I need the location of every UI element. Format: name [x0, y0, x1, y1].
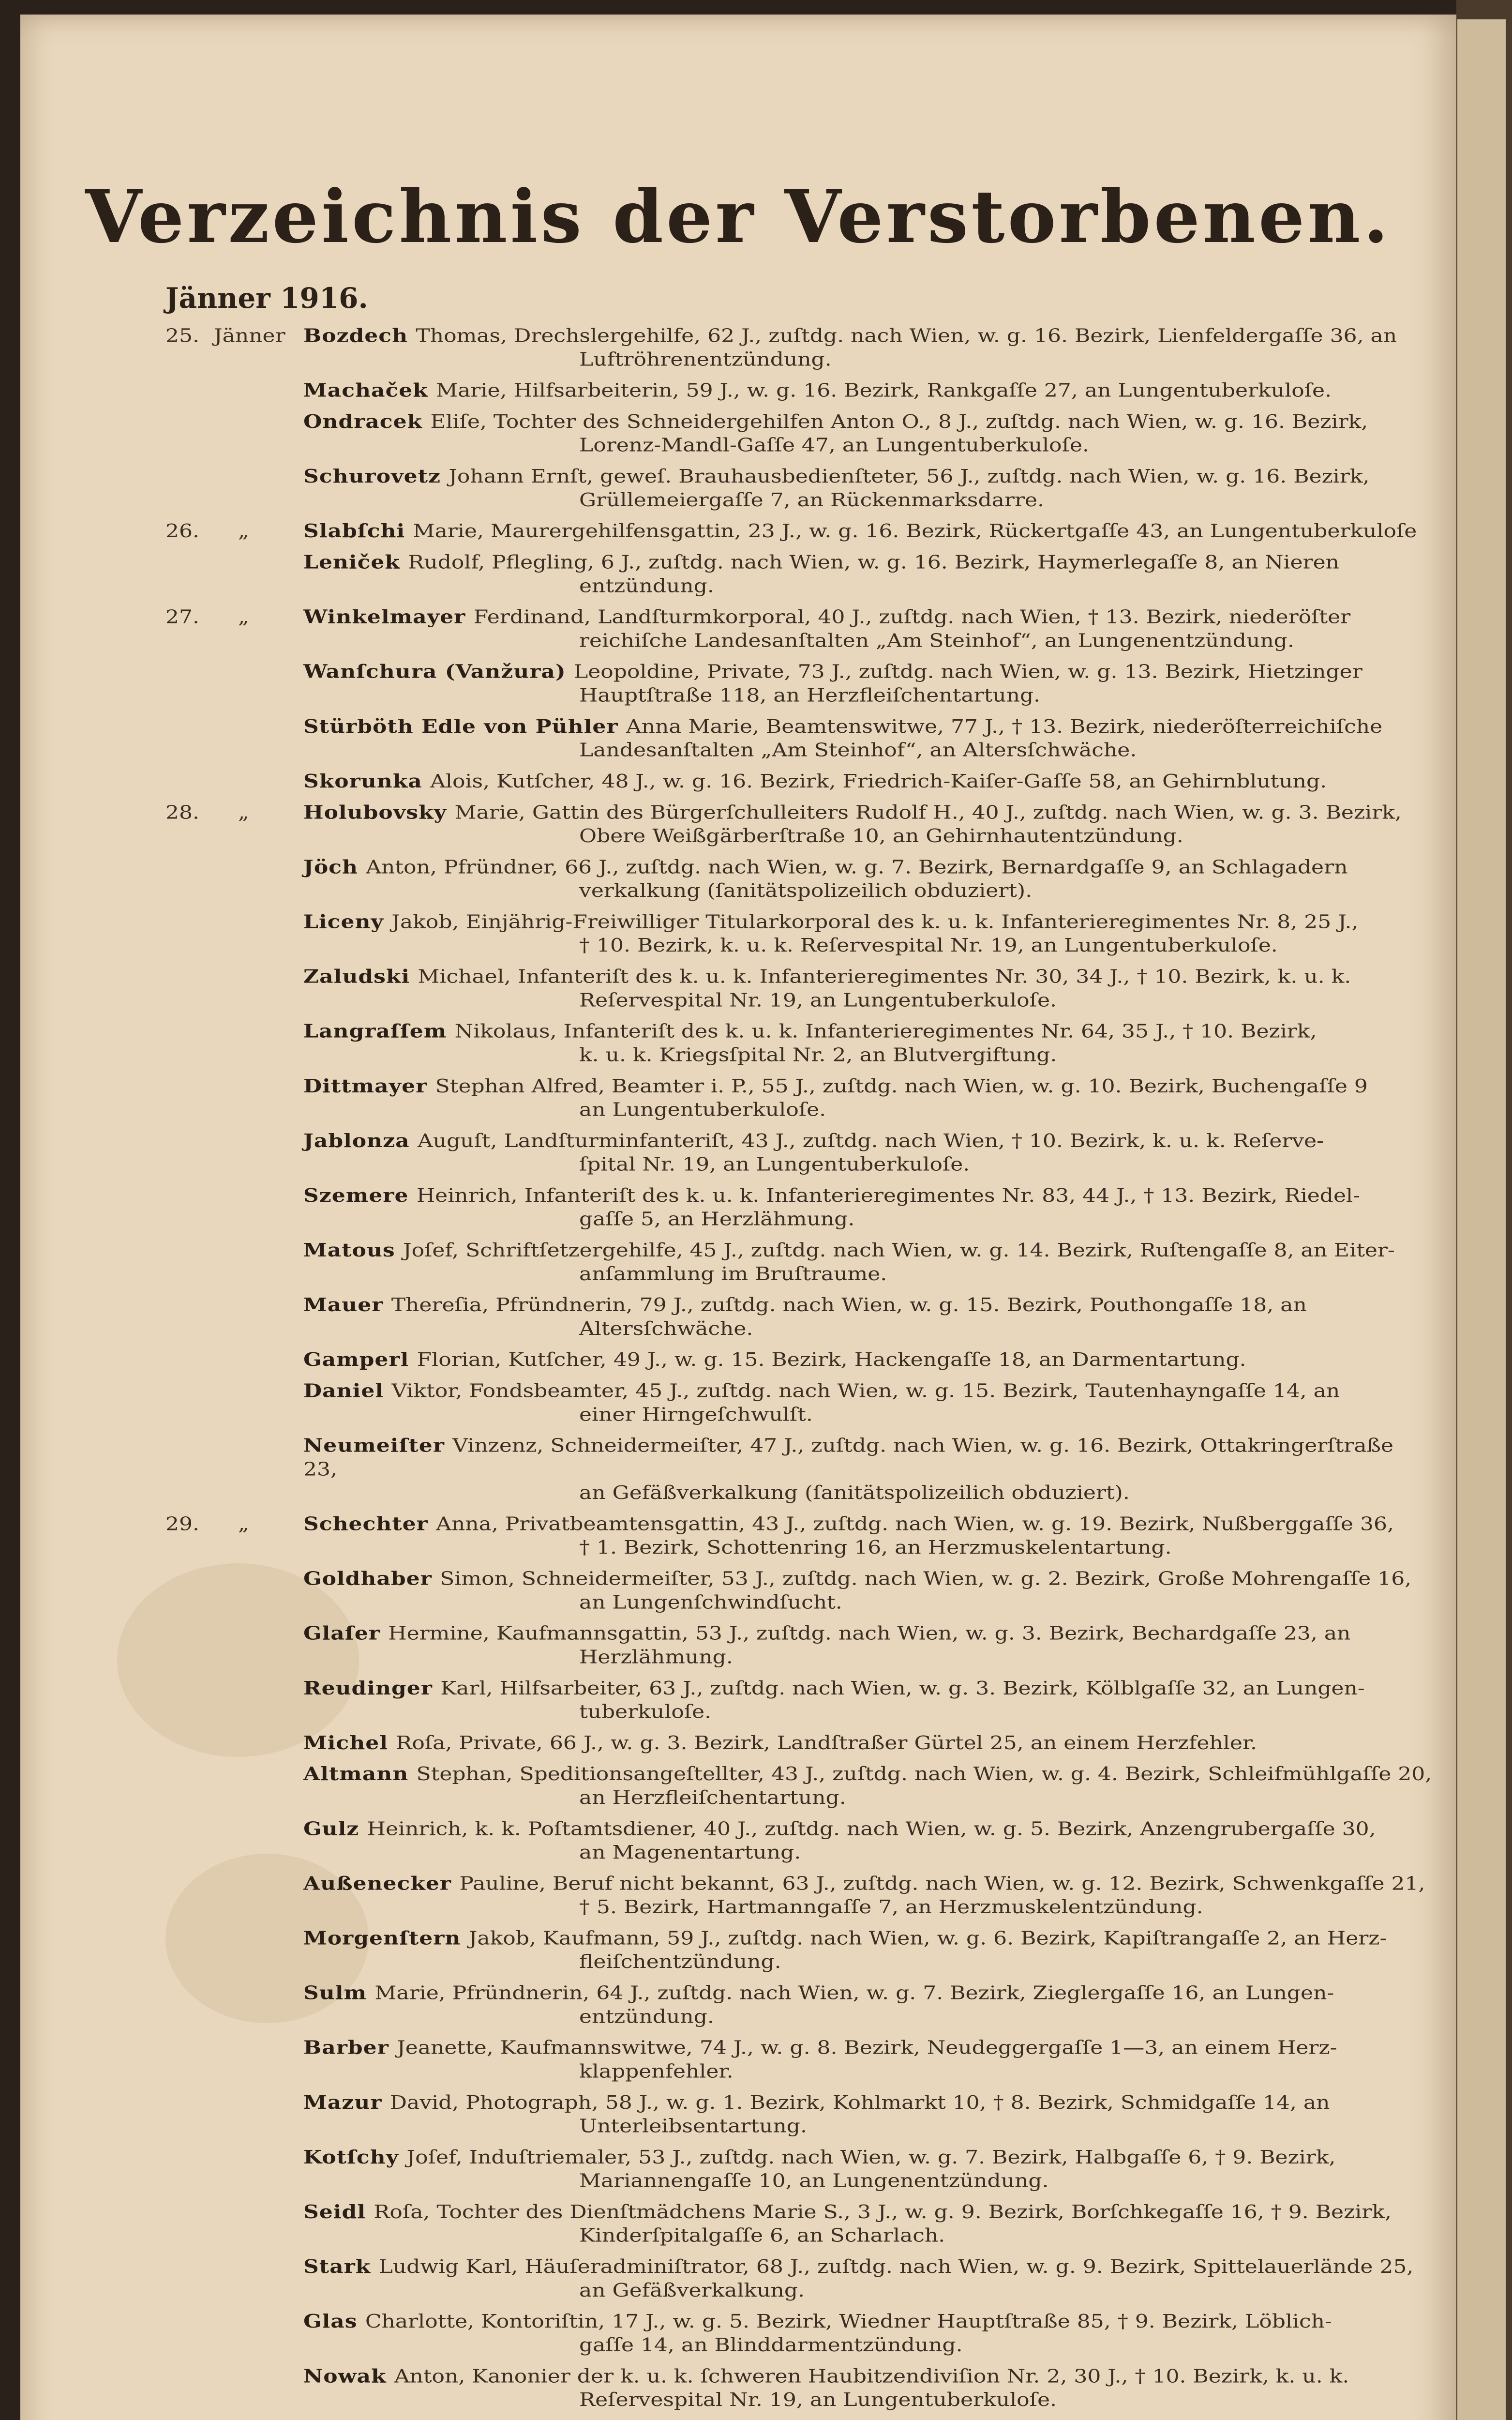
entry-line2: gaſſe 14, an Blinddarmentzündung. [579, 2334, 963, 2356]
death-entry [20, 551, 1456, 598]
death-entry [20, 1512, 1456, 1559]
entry-text [303, 1512, 1432, 1559]
death-entry [20, 856, 1456, 903]
entry-line2: gaſſe 5, an Herzlähmung. [579, 1208, 855, 1230]
entry-surname: Wanſchura (Vanžura) [303, 661, 574, 683]
entry-surname: Mauer [303, 1294, 391, 1316]
entry-text [303, 2036, 1432, 2083]
entry-list [20, 324, 1456, 2420]
entry-text [303, 1872, 1432, 1919]
entry-line1: Jakob, Einjährig-Freiwilliger Titularkorporal des k. u. k. Infanterieregimentes Nr. 8, 25 J., [391, 911, 1359, 933]
entry-line2: † 10. Bezirk, k. u. k. Reſervespital Nr. 19, an Lungentuberkuloſe. [579, 935, 1278, 956]
entry-line1: Stephan Alfred, Beamter i. P., 55 J., zuſtdg. nach Wien, w. g. 10. Bezirk, Buchengaſſe 9 [435, 1075, 1368, 1097]
entry-surname: Neumeiſter [303, 1435, 453, 1457]
entry-text [303, 551, 1432, 598]
entry-day: 26. [165, 520, 199, 542]
entry-text [303, 1129, 1432, 1176]
death-entry [20, 801, 1456, 848]
entry-line2: Luftröhrenentzündung. [579, 348, 832, 370]
entry-line2: an Lungenſchwindſucht. [579, 1591, 842, 1613]
entry-line1: Karl, Hilfsarbeiter, 63 J., zuſtdg. nach Wien, w. g. 3. Bezirk, Kölblgaſſe 32, an Lungen- [440, 1677, 1365, 1699]
entry-line2: tuberkuloſe. [579, 1701, 712, 1723]
entry-line2: entzündung. [579, 2006, 714, 2027]
entry-surname: Schurovetz [303, 466, 449, 487]
entry-surname: Holubovsky [303, 802, 455, 823]
entry-line1: Marie, Hilfsarbeiterin, 59 J., w. g. 16. Bezirk, Rankgaſſe 27, an Lungentuberkuloſe. [436, 379, 1332, 402]
death-entry [20, 2036, 1456, 2083]
entry-line2: reichiſche Landesanſtalten „Am Steinhof“, an Lungenentzündung. [579, 630, 1294, 651]
entry-surname: Winkelmayer [303, 606, 474, 628]
entry-text [303, 1239, 1432, 1286]
entry-line1: Hermine, Kaufmannsgattin, 53 J., zuſtdg. nach Wien, w. g. 3. Bezirk, Bechardgaſſe 23, an [388, 1622, 1351, 1645]
entry-text [303, 1020, 1432, 1067]
death-entry [20, 2200, 1456, 2247]
entry-surname: Morgenſtern [303, 1927, 469, 1950]
entry-surname: Stürböth Edle von Pühler [303, 716, 626, 738]
death-entry [20, 1731, 1456, 1755]
entry-line2: an Magenentartung. [579, 1842, 801, 1863]
death-entry [20, 379, 1456, 403]
death-entry [20, 2310, 1456, 2357]
entry-text [303, 379, 1432, 403]
entry-text [303, 1927, 1432, 1974]
death-entry [20, 1239, 1456, 1286]
entry-surname: Gamperl [303, 1349, 417, 1371]
entry-text [303, 856, 1432, 903]
death-entry [20, 1184, 1456, 1231]
entry-line1: Ludwig Karl, Häuſeradminiſtrator, 68 J., zuſtdg. nach Wien, w. g. 9. Bezirk, Spittelauerlände 25, [378, 2256, 1414, 2278]
entry-line2: † 5. Bezirk, Hartmanngaſſe 7, an Herzmuskelentzündung. [579, 1896, 1203, 1918]
entry-surname: Reudinger [303, 1677, 441, 1699]
entry-line1: Heinrich, k. k. Poſtamtsdiener, 40 J., zuſtdg. nach Wien, w. g. 5. Bezirk, Anzengrubergaſſe 30, [367, 1818, 1376, 1840]
entry-surname: Leniček [303, 551, 408, 574]
entry-line1: Joſef, Schriftſetzergehilfe, 45 J., zuſtdg. nach Wien, w. g. 14. Bezirk, Ruſtengaſſe 8, an Eiter- [403, 1240, 1395, 1261]
entry-line1: Auguſt, Landſturminfanteriſt, 43 J., zuſtdg. nach Wien, † 10. Bezirk, k. u. k. Reſerve- [417, 1130, 1324, 1152]
entry-text [303, 324, 1432, 371]
death-entry [20, 520, 1456, 544]
entry-line2: an Gefäßverkalkung. [579, 2279, 805, 2301]
entry-surname: Außenecker [303, 1873, 460, 1895]
entry-line2: Unterleibsentartung. [579, 2115, 807, 2137]
death-entry [20, 965, 1456, 1012]
entry-surname: Glas [303, 2311, 365, 2332]
death-entry [20, 1981, 1456, 2028]
entry-line2: an Lungentuberkuloſe. [579, 1099, 826, 1121]
death-entry [20, 2091, 1456, 2138]
entry-line1: Thereſia, Pfründnerin, 79 J., zuſtdg. nach Wien, w. g. 15. Bezirk, Pouthongaſſe 18, an [391, 1294, 1307, 1316]
entry-text [303, 770, 1432, 793]
entry-surname: Jöch [303, 856, 366, 878]
entry-text [303, 1379, 1432, 1426]
entry-surname: Glaſer [303, 1622, 389, 1645]
entry-line1: Nikolaus, Infanteriſt des k. u. k. Infanterieregimentes Nr. 64, 35 J., † 10. Bezirk, [454, 1020, 1317, 1043]
entry-text [303, 1348, 1432, 1372]
entry-month: Jänner [214, 325, 285, 347]
entry-text [303, 660, 1432, 707]
entry-month: „ [238, 1513, 249, 1535]
entry-text [303, 2091, 1432, 2138]
death-entry [20, 605, 1456, 652]
entry-surname: Mazur [303, 2092, 390, 2114]
month-header: Jänner 1916. [165, 282, 368, 315]
entry-line1: Charlotte, Kontoriſtin, 17 J., w. g. 5. Bezirk, Wiedner Hauptſtraße 85, † 9. Bezirk, Löblich- [365, 2311, 1332, 2332]
death-entry [20, 1379, 1456, 1426]
death-entry [20, 1434, 1456, 1505]
entry-line1: Johann Ernſt, geweſ. Brauhausbedienſteter, 56 J., zuſtdg. nach Wien, w. g. 16. Bezirk, [449, 466, 1370, 487]
entry-line1: David, Photograph, 58 J., w. g. 1. Bezirk, Kohlmarkt 10, † 8. Bezirk, Schmidgaſſe 14, an [389, 2092, 1330, 2114]
entry-text [303, 1817, 1432, 1864]
entry-line2: Herzlähmung. [579, 1646, 733, 1668]
entry-text [303, 715, 1432, 762]
entry-text [303, 1731, 1432, 1755]
entry-line1: Stephan, Speditionsangeſtellter, 43 J., zuſtdg. nach Wien, w. g. 4. Bezirk, Schleifmühlgaſſe 20, [416, 1763, 1432, 1785]
entry-line1: Anna Marie, Beamtenswitwe, 77 J., † 13. Bezirk, niederöſterreichiſche [626, 716, 1383, 738]
entry-text [303, 1763, 1432, 1810]
death-entry [20, 324, 1456, 371]
entry-line2: Obere Weißgärberſtraße 10, an Gehirnhautentzündung. [579, 825, 1183, 847]
death-entry [20, 1817, 1456, 1864]
entry-text [303, 605, 1432, 652]
entry-line2: Reſervespital Nr. 19, an Lungentuberkuloſe. [579, 2389, 1057, 2411]
death-entry [20, 1129, 1456, 1176]
entry-day: 29. [165, 1513, 199, 1535]
entry-text [303, 801, 1432, 848]
death-entry [20, 1622, 1456, 1669]
entry-line2: Lorenz-Mandl-Gaſſe 47, an Lungentuberkuloſe. [579, 434, 1089, 456]
entry-line1: Michael, Infanteriſt des k. u. k. Infanterieregimentes Nr. 30, 34 J., † 10. Bezirk, k. u. k. [418, 966, 1351, 988]
entry-text [303, 520, 1432, 544]
entry-text [303, 2146, 1432, 2193]
entry-surname: Matous [303, 1240, 403, 1261]
entry-surname: Stark [303, 2256, 379, 2278]
entry-text [303, 1434, 1432, 1505]
entry-day: 25. [165, 325, 199, 347]
entry-line2: † 1. Bezirk, Schottenring 16, an Herzmuskelentartung. [579, 1537, 1172, 1558]
death-entry [20, 910, 1456, 957]
entry-month: „ [238, 606, 249, 628]
entry-text [303, 1622, 1432, 1669]
entry-surname: Daniel [303, 1380, 392, 1402]
entry-surname: Liceny [303, 911, 392, 933]
entry-line2: anſammlung im Bruſtraume. [579, 1263, 887, 1285]
entry-surname: Michel [303, 1732, 396, 1754]
entry-line2: Landesanſtalten „Am Steinhof“, an Altersſchwäche. [579, 739, 1137, 761]
entry-surname: Zaludski [303, 966, 418, 988]
page-title: Verzeichnis der Verstorbenen. [85, 174, 1392, 259]
entry-surname: Goldhaber [303, 1568, 440, 1590]
entry-line1: Florian, Kutſcher, 49 J., w. g. 15. Bezirk, Hackengaſſe 18, an Darmentartung. [417, 1349, 1246, 1371]
entry-text [303, 1567, 1432, 1614]
entry-line2: Mariannengaſſe 10, an Lungenentzündung. [579, 2170, 1049, 2192]
entry-surname: Dittmayer [303, 1075, 435, 1097]
entry-surname: Seidl [303, 2201, 374, 2223]
entry-line1: Vinzenz, Schneidermeiſter, 47 J., zuſtdg. nach Wien, w. g. 16. Bezirk, Ottakringerſtraße 23, [303, 1435, 1394, 1480]
entry-line1: Viktor, Fondsbeamter, 45 J., zuſtdg. nach Wien, w. g. 15. Bezirk, Tautenhayngaſſe 14, an [391, 1380, 1340, 1402]
entry-text [303, 2255, 1432, 2302]
entry-line1: Anton, Pfründner, 66 J., zuſtdg. nach Wien, w. g. 7. Bezirk, Bernardgaſſe 9, an Schlagadern [366, 856, 1348, 878]
death-entry [20, 1294, 1456, 1341]
entry-line1: Anna, Privatbeamtensgattin, 43 J., zuſtdg. nach Wien, w. g. 19. Bezirk, Nußberggaſſe 36, [436, 1513, 1394, 1535]
death-entry [20, 1020, 1456, 1067]
entry-day: 27. [165, 606, 199, 628]
entry-line2: ſpital Nr. 19, an Lungentuberkuloſe. [579, 1153, 970, 1176]
entry-line2: Hauptſtraße 118, an Herzfleiſchentartung. [579, 684, 1041, 707]
death-entry [20, 770, 1456, 793]
entry-line1: Alois, Kutſcher, 48 J., w. g. 16. Bezirk, Friedrich-Kaiſer-Gaſſe 58, an Gehirnblutung. [430, 771, 1327, 792]
entry-text [303, 410, 1432, 457]
entry-text [303, 1294, 1432, 1341]
entry-line1: Marie, Maurergehilfensgattin, 23 J., w. g. 16. Bezirk, Rückertgaſſe 43, an Lungentuberkuloſe [413, 520, 1417, 542]
death-entry [20, 465, 1456, 512]
death-entry [20, 2365, 1456, 2412]
entry-line1: Pauline, Beruf nicht bekannt, 63 J., zuſtdg. nach Wien, w. g. 12. Bezirk, Schwenkgaſſe 21, [459, 1873, 1425, 1895]
entry-line1: Heinrich, Infanteriſt des k. u. k. Infanterieregimentes Nr. 83, 44 J., † 13. Bezirk, Riedel- [416, 1185, 1360, 1207]
death-entry [20, 2255, 1456, 2302]
entry-line2: Altersſchwäche. [579, 1318, 753, 1340]
entry-text [303, 2365, 1432, 2412]
death-entry [20, 1074, 1456, 1121]
entry-surname: Gulz [303, 1818, 367, 1840]
entry-surname: Skorunka [303, 771, 431, 792]
death-entry [20, 1567, 1456, 1614]
entry-surname: Slabſchi [303, 520, 413, 542]
entry-line2: klappenfehler. [579, 2060, 734, 2082]
entry-text [303, 965, 1432, 1012]
entry-line1: Roſa, Tochter des Dienſtmädchens Marie S., 3 J., w. g. 9. Bezirk, Borſchkegaſſe 16, † 9. Bezirk, [374, 2201, 1392, 2223]
entry-line2: fleiſchentzündung. [579, 1951, 781, 1973]
entry-text [303, 2310, 1432, 2357]
entry-text [303, 1677, 1432, 1724]
death-entry [20, 1927, 1456, 1974]
entry-line1: Marie, Gattin des Bürgerſchulleiters Rudolf H., 40 J., zuſtdg. nach Wien, w. g. 3. Bezirk, [454, 802, 1402, 823]
entry-surname: Szemere [303, 1185, 417, 1207]
entry-surname: Schechter [303, 1513, 436, 1535]
entry-text [303, 465, 1432, 512]
death-entry [20, 1677, 1456, 1724]
adjacent-page-edge [1457, 19, 1506, 2420]
entry-line1: Simon, Schneidermeiſter, 53 J., zuſtdg. nach Wien, w. g. 2. Bezirk, Große Mohrengaſſe 16, [440, 1568, 1412, 1590]
death-entry [20, 1872, 1456, 1919]
entry-line1: Ferdinand, Landſturmkorporal, 40 J., zuſtdg. nach Wien, † 13. Bezirk, niederöſter [473, 606, 1351, 628]
entry-surname: Kotſchy [303, 2147, 407, 2168]
entry-surname: Machaček [303, 379, 436, 402]
entry-text [303, 1981, 1432, 2028]
entry-line1: Roſa, Private, 66 J., w. g. 3. Bezirk, Landſtraßer Gürtel 25, an einem Herzfehler. [396, 1732, 1258, 1754]
entry-surname: Altmann [303, 1763, 417, 1785]
entry-line2: Kinderſpitalgaſſe 6, an Scharlach. [579, 2224, 945, 2247]
entry-day: 28. [165, 802, 199, 823]
death-entry [20, 715, 1456, 762]
entry-line2: an Gefäßverkalkung (ſanitätspolizeilich obduziert). [579, 1482, 1130, 1504]
entry-line1: Thomas, Drechslergehilfe, 62 J., zuſtdg. nach Wien, w. g. 16. Bezirk, Lienfeldergaſſe 36, an [416, 325, 1397, 347]
entry-line1: Rudolf, Pflegling, 6 J., zuſtdg. nach Wien, w. g. 16. Bezirk, Haymerlegaſſe 8, an Nieren [408, 551, 1339, 574]
death-entry [20, 2146, 1456, 2193]
entry-text [303, 1074, 1432, 1121]
entry-surname: Langraſſem [303, 1020, 455, 1043]
death-entry [20, 660, 1456, 707]
entry-month: „ [238, 520, 249, 542]
entry-line2: Grüllemeiergaſſe 7, an Rückenmarksdarre. [579, 489, 1044, 511]
entry-line2: Reſervespital Nr. 19, an Lungentuberkuloſe. [579, 989, 1057, 1011]
entry-line2: k. u. k. Kriegsſpital Nr. 2, an Blutvergiftung. [579, 1044, 1057, 1066]
entry-line1: Marie, Pfründnerin, 64 J., zuſtdg. nach Wien, w. g. 7. Bezirk, Zieglergaſſe 16, an Lungen- [374, 1982, 1334, 2004]
entry-line2: an Herzfleiſchentartung. [579, 1787, 846, 1809]
entry-line2: verkalkung (ſanitätspolizeilich obduziert). [579, 880, 1033, 902]
entry-line1: Eliſe, Tochter des Schneidergehilfen Anton O., 8 J., zuſtdg. nach Wien, w. g. 16. Bezirk, [430, 411, 1368, 433]
entry-line2: entzündung. [579, 575, 714, 597]
entry-text [303, 2200, 1432, 2247]
entry-line1: Jeanette, Kaufmannswitwe, 74 J., w. g. 8. Bezirk, Neudeggergaſſe 1—3, an einem Herz- [397, 2037, 1337, 2059]
entry-month: „ [238, 802, 249, 823]
death-entry [20, 410, 1456, 457]
entry-line1: Leopoldine, Private, 73 J., zuſtdg. nach Wien, w. g. 13. Bezirk, Hietzinger [574, 661, 1362, 683]
entry-surname: Barber [303, 2037, 397, 2059]
entry-line1: Jakob, Kaufmann, 59 J., zuſtdg. nach Wien, w. g. 6. Bezirk, Kapiſtrangaſſe 2, an Herz- [468, 1927, 1387, 1950]
entry-line2: einer Hirngeſchwulſt. [579, 1404, 813, 1425]
entry-line1: Anton, Kanonier der k. u. k. ſchweren Haubitzendiviſion Nr. 2, 30 J., † 10. Bezirk, k. u. k. [394, 2365, 1349, 2387]
entry-surname: Nowak [303, 2365, 394, 2387]
entry-text [303, 910, 1432, 957]
death-entry [20, 1348, 1456, 1372]
document-page [20, 15, 1456, 2420]
death-entry [20, 1763, 1456, 1810]
entry-surname: Jablonza [303, 1130, 418, 1152]
entry-surname: Sulm [303, 1982, 375, 2004]
entry-text [303, 1184, 1432, 1231]
entry-surname: Ondracek [303, 411, 431, 433]
entry-line1: Joſef, Induſtriemaler, 53 J., zuſtdg. nach Wien, w. g. 7. Bezirk, Halbgaſſe 6, † 9. Bezirk, [406, 2147, 1336, 2168]
entry-surname: Bozdech [303, 325, 416, 347]
